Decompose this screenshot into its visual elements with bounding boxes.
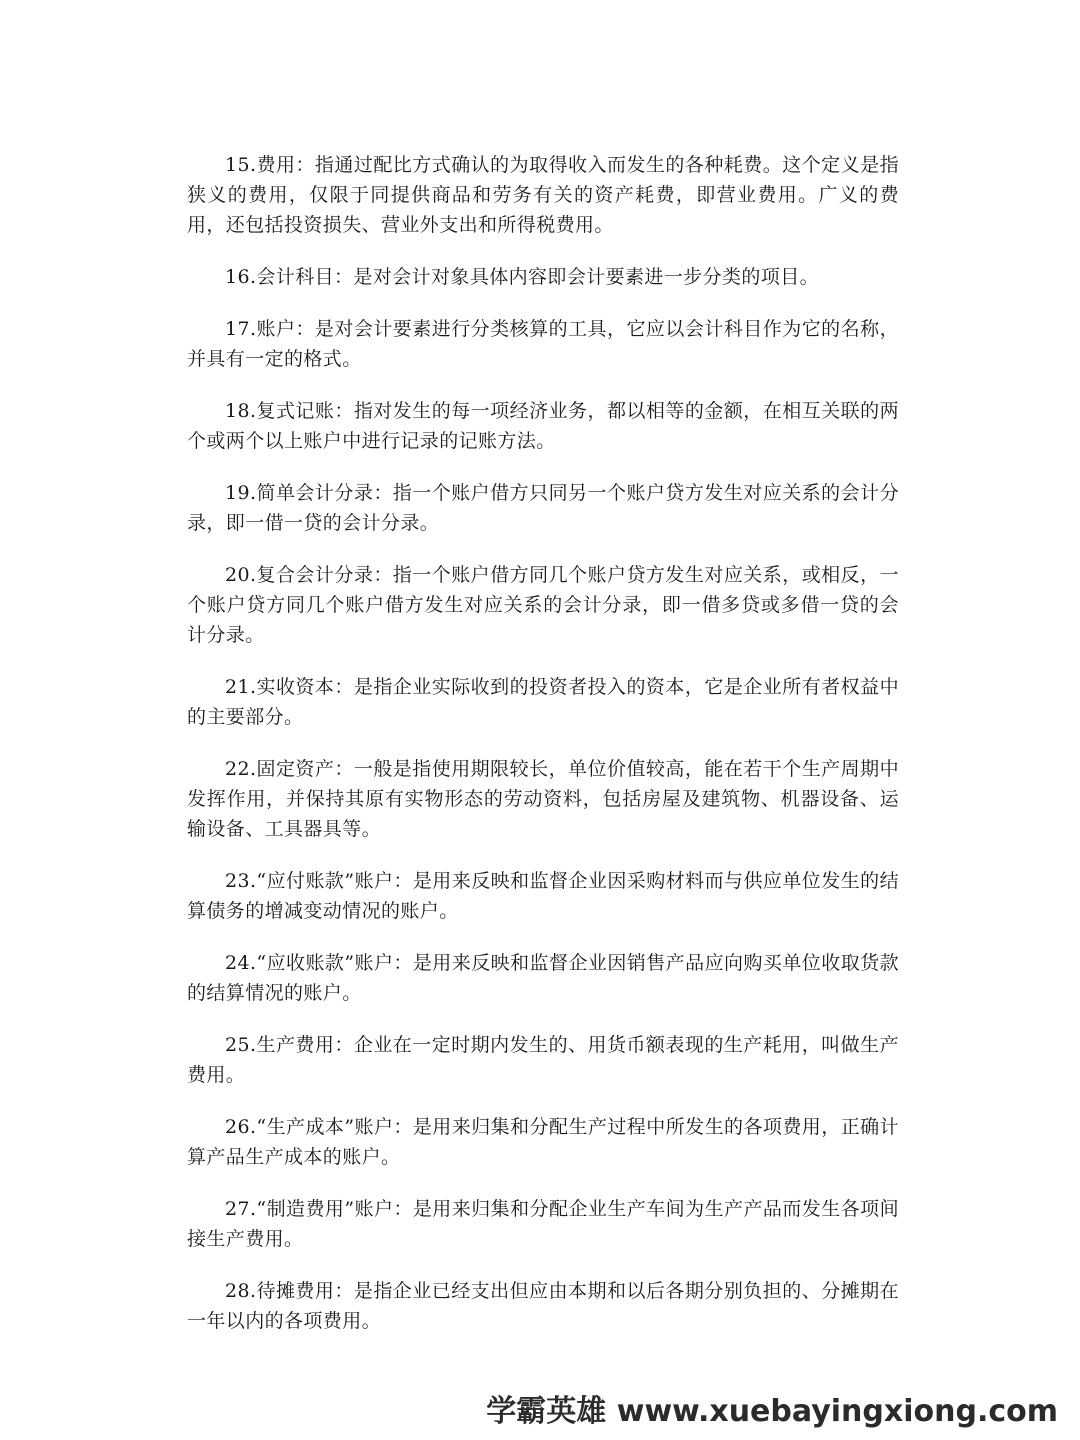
definition-25: 25.生产费用：企业在一定时期内发生的、用货币额表现的生产耗用，叫做生产费用。 xyxy=(187,1034,899,1086)
definition-26: 26.“生产成本”账户：是用来归集和分配生产过程中所发生的各项费用，正确计算产品生产成本的账户。 xyxy=(187,1116,899,1168)
definition-17: 17.账户：是对会计要素进行分类核算的工具，它应以会计科目作为它的名称，并具有一定的格式。 xyxy=(187,318,899,370)
definition-19: 19.简单会计分录：指一个账户借方只同另一个账户贷方发生对应关系的会计分录，即一借一贷的会计分录。 xyxy=(187,482,899,534)
definition-18: 18.复式记账：指对发生的每一项经济业务，都以相等的金额，在相互关联的两个或两个以上账户中进行记录的记账方法。 xyxy=(187,400,899,452)
definition-27: 27.“制造费用”账户：是用来归集和分配企业生产车间为生产产品而发生各项间接生产费用。 xyxy=(187,1198,899,1250)
document-body xyxy=(187,150,899,1358)
site-watermark: 学霸英雄 www.xuebayingxiong.com xyxy=(486,1394,1058,1429)
definition-15: 15.费用：指通过配比方式确认的为取得收入而发生的各种耗费。这个定义是指狭义的费用，仅限于同提供商品和劳务有关的资产耗费，即营业费用。广义的费用，还包括投资损失、营业外支出和所得税费用。 xyxy=(187,154,899,236)
definition-22: 22.固定资产：一般是指使用期限较长，单位价值较高，能在若干个生产周期中发挥作用，并保持其原有实物形态的劳动资料，包括房屋及建筑物、机器设备、运输设备、工具器具等。 xyxy=(187,758,899,840)
definition-21: 21.实收资本：是指企业实际收到的投资者投入的资本，它是企业所有者权益中的主要部分。 xyxy=(187,676,899,728)
definition-16: 16.会计科目：是对会计对象具体内容即会计要素进一步分类的项目。 xyxy=(225,266,820,288)
definition-23: 23.“应付账款”账户：是用来反映和监督企业因采购材料而与供应单位发生的结算债务的增减变动情况的账户。 xyxy=(187,870,899,922)
definition-20: 20.复合会计分录：指一个账户借方同几个账户贷方发生对应关系，或相反，一个账户贷方同几个账户借方发生对应关系的会计分录，即一借多贷或多借一贷的会计分录。 xyxy=(187,564,899,646)
definition-28: 28.待摊费用：是指企业已经支出但应由本期和以后各期分别负担的、分摊期在一年以内的各项费用。 xyxy=(187,1280,899,1332)
definition-24: 24.“应收账款”账户：是用来反映和监督企业因销售产品应向购买单位收取货款的结算情况的账户。 xyxy=(187,952,899,1004)
